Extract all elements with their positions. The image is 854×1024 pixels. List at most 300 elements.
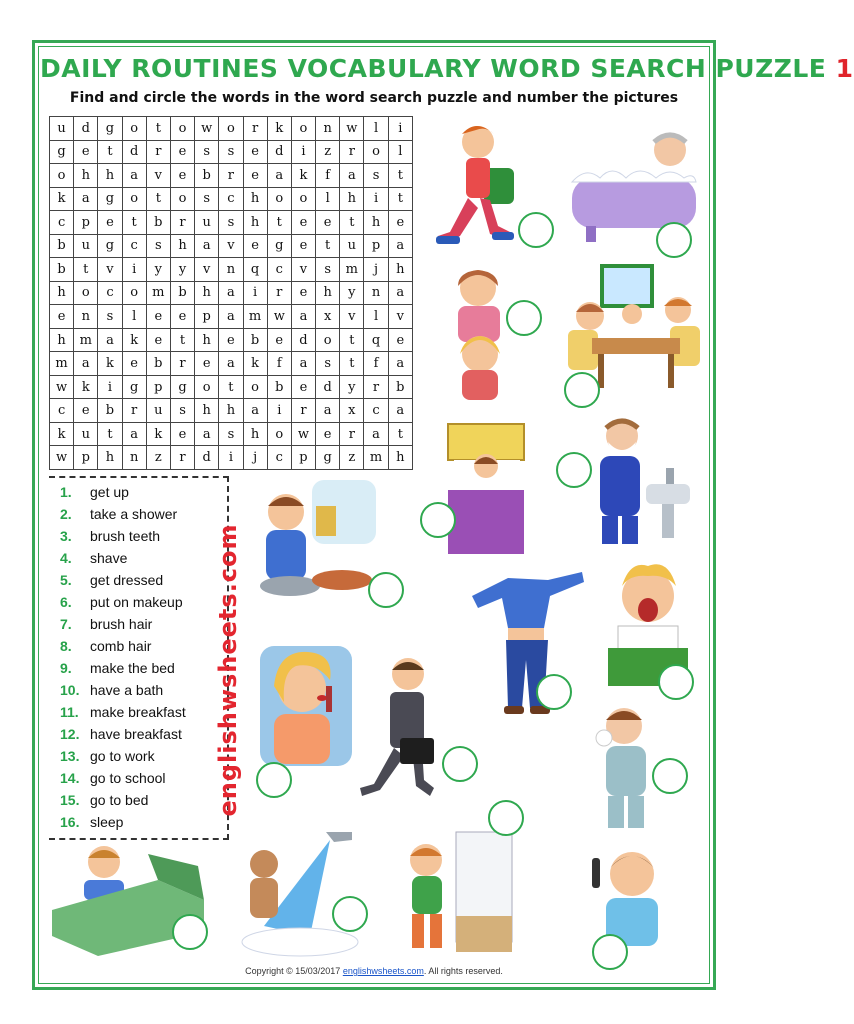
answer-circle[interactable]	[172, 914, 208, 950]
grid-letter[interactable]: a	[316, 399, 340, 423]
man-brushing-hair-picture	[572, 840, 692, 950]
grid-letter[interactable]: h	[219, 399, 243, 423]
vocabulary-word: get up	[90, 484, 129, 500]
grid-letter[interactable]: s	[195, 187, 219, 211]
grid-letter[interactable]: s	[170, 399, 194, 423]
grid-letter[interactable]: o	[122, 187, 146, 211]
grid-letter[interactable]: w	[267, 305, 291, 329]
grid-letter[interactable]: e	[146, 305, 170, 329]
grid-letter[interactable]: u	[195, 211, 219, 235]
grid-letter[interactable]: s	[316, 352, 340, 376]
grid-letter[interactable]: e	[243, 234, 267, 258]
vocabulary-number: 3.	[60, 528, 72, 544]
grid-letter[interactable]: s	[195, 140, 219, 164]
grid-letter[interactable]: m	[243, 305, 267, 329]
grid-letter[interactable]: o	[122, 281, 146, 305]
grid-letter[interactable]: c	[98, 281, 122, 305]
grid-letter[interactable]: h	[195, 328, 219, 352]
grid-letter[interactable]: a	[388, 234, 412, 258]
grid-letter[interactable]: u	[50, 117, 74, 141]
grid-letter[interactable]: o	[170, 187, 194, 211]
grid-letter[interactable]: a	[243, 399, 267, 423]
grid-letter[interactable]: x	[340, 399, 364, 423]
grid-letter[interactable]: b	[98, 399, 122, 423]
vocabulary-word: sleep	[90, 814, 124, 830]
grid-letter[interactable]: r	[340, 422, 364, 446]
grid-letter[interactable]: i	[243, 281, 267, 305]
grid-row	[50, 328, 413, 352]
grid-letter[interactable]: a	[74, 352, 98, 376]
grid-letter[interactable]: o	[364, 140, 388, 164]
grid-letter[interactable]: b	[243, 328, 267, 352]
grid-letter[interactable]: e	[74, 399, 98, 423]
grid-letter[interactable]: c	[267, 258, 291, 282]
grid-letter[interactable]: h	[195, 399, 219, 423]
answer-circle[interactable]	[656, 222, 692, 258]
grid-letter[interactable]: t	[170, 328, 194, 352]
grid-letter[interactable]: q	[364, 328, 388, 352]
grid-letter[interactable]: s	[219, 211, 243, 235]
grid-letter[interactable]: n	[74, 305, 98, 329]
grid-letter[interactable]: k	[50, 422, 74, 446]
grid-letter[interactable]: i	[267, 399, 291, 423]
grid-letter[interactable]: w	[340, 117, 364, 141]
grid-row	[50, 211, 413, 235]
grid-letter[interactable]: h	[50, 328, 74, 352]
vocabulary-word: comb hair	[90, 638, 152, 654]
grid-letter[interactable]: e	[243, 140, 267, 164]
grid-letter[interactable]: h	[170, 234, 194, 258]
grid-letter[interactable]: f	[316, 164, 340, 188]
copyright-link[interactable]: englishwsheets.com	[342, 966, 424, 976]
grid-letter[interactable]: t	[388, 422, 412, 446]
grid-letter[interactable]: r	[219, 164, 243, 188]
answer-circle[interactable]	[420, 502, 456, 538]
grid-letter[interactable]: r	[243, 117, 267, 141]
grid-letter[interactable]: e	[388, 328, 412, 352]
grid-letter[interactable]: r	[267, 281, 291, 305]
vocabulary-word: go to work	[90, 748, 155, 764]
grid-letter[interactable]: e	[170, 164, 194, 188]
grid-letter[interactable]: h	[388, 258, 412, 282]
grid-letter[interactable]: k	[98, 352, 122, 376]
grid-letter[interactable]: a	[364, 422, 388, 446]
grid-letter[interactable]: l	[364, 305, 388, 329]
answer-circle[interactable]	[658, 664, 694, 700]
grid-letter[interactable]: l	[388, 140, 412, 164]
grid-letter[interactable]: r	[122, 399, 146, 423]
grid-letter[interactable]: e	[219, 328, 243, 352]
grid-row	[50, 258, 413, 282]
grid-letter[interactable]: u	[74, 234, 98, 258]
grid-letter[interactable]: e	[291, 375, 315, 399]
grid-letter[interactable]: y	[146, 258, 170, 282]
grid-letter[interactable]: v	[340, 305, 364, 329]
grid-letter[interactable]: t	[146, 187, 170, 211]
child-sleeping-in-bed-picture	[444, 420, 528, 556]
grid-letter[interactable]: e	[291, 234, 315, 258]
grid-letter[interactable]: c	[50, 211, 74, 235]
grid-letter[interactable]: h	[316, 281, 340, 305]
grid-letter[interactable]: h	[74, 164, 98, 188]
answer-circle[interactable]	[652, 758, 688, 794]
answer-circle[interactable]	[592, 934, 628, 970]
grid-letter[interactable]: d	[267, 140, 291, 164]
grid-letter[interactable]: n	[219, 258, 243, 282]
answer-circle[interactable]	[442, 746, 478, 782]
vocabulary-number: 8.	[60, 638, 72, 654]
grid-letter[interactable]: t	[74, 258, 98, 282]
grid-letter[interactable]: i	[388, 117, 412, 141]
grid-letter[interactable]: b	[170, 281, 194, 305]
grid-letter[interactable]: d	[291, 328, 315, 352]
grid-letter[interactable]: o	[122, 117, 146, 141]
grid-letter[interactable]: m	[50, 352, 74, 376]
vocabulary-word: have a bath	[90, 682, 164, 698]
grid-letter[interactable]: a	[388, 399, 412, 423]
vocabulary-item	[60, 814, 123, 830]
grid-letter[interactable]: h	[50, 281, 74, 305]
vocabulary-item	[60, 528, 160, 544]
vocabulary-number: 5.	[60, 572, 72, 588]
grid-letter[interactable]: i	[291, 140, 315, 164]
grid-letter[interactable]: g	[50, 140, 74, 164]
grid-letter[interactable]: a	[122, 422, 146, 446]
grid-letter[interactable]: c	[267, 446, 291, 470]
grid-letter[interactable]: o	[195, 375, 219, 399]
grid-letter[interactable]: f	[267, 352, 291, 376]
grid-letter[interactable]: t	[388, 187, 412, 211]
answer-circle[interactable]	[332, 896, 368, 932]
grid-letter[interactable]: z	[146, 446, 170, 470]
grid-letter[interactable]: h	[364, 211, 388, 235]
grid-row	[50, 352, 413, 376]
grid-letter[interactable]: a	[122, 164, 146, 188]
copyright-notice: Copyright © 15/03/2017 englishwsheets.com. All rights reserved.	[245, 966, 503, 976]
vocabulary-item	[60, 594, 183, 610]
grid-letter[interactable]: r	[291, 399, 315, 423]
vocabulary-item	[60, 572, 163, 588]
answer-circle[interactable]	[556, 452, 592, 488]
grid-letter[interactable]: f	[364, 352, 388, 376]
grid-letter[interactable]: a	[291, 305, 315, 329]
grid-letter[interactable]: o	[219, 117, 243, 141]
grid-letter[interactable]: s	[146, 234, 170, 258]
grid-letter[interactable]: d	[195, 446, 219, 470]
grid-letter[interactable]: m	[340, 258, 364, 282]
grid-letter[interactable]: u	[340, 234, 364, 258]
grid-letter[interactable]: h	[243, 422, 267, 446]
vocabulary-item	[60, 616, 152, 632]
grid-letter[interactable]: m	[146, 281, 170, 305]
grid-letter[interactable]: p	[74, 446, 98, 470]
grid-letter[interactable]: c	[364, 399, 388, 423]
grid-letter[interactable]: m	[364, 446, 388, 470]
grid-letter[interactable]: s	[364, 164, 388, 188]
grid-letter[interactable]: e	[170, 305, 194, 329]
grid-letter[interactable]: e	[243, 164, 267, 188]
grid-letter[interactable]: d	[74, 117, 98, 141]
grid-letter[interactable]: p	[74, 211, 98, 235]
vocabulary-word: brush teeth	[90, 528, 161, 544]
grid-letter[interactable]: w	[50, 375, 74, 399]
grid-letter[interactable]: k	[243, 352, 267, 376]
grid-letter[interactable]: n	[316, 117, 340, 141]
grid-letter[interactable]: g	[98, 187, 122, 211]
grid-letter[interactable]: r	[340, 140, 364, 164]
vocabulary-item	[60, 550, 127, 566]
grid-letter[interactable]: i	[219, 446, 243, 470]
grid-letter[interactable]: t	[316, 234, 340, 258]
grid-letter[interactable]: o	[50, 164, 74, 188]
grid-letter[interactable]: n	[122, 446, 146, 470]
grid-letter[interactable]: t	[340, 328, 364, 352]
grid-letter[interactable]: b	[388, 375, 412, 399]
grid-letter[interactable]: i	[98, 375, 122, 399]
grid-letter[interactable]: c	[50, 399, 74, 423]
grid-letter[interactable]: i	[364, 187, 388, 211]
grid-letter[interactable]: e	[316, 211, 340, 235]
vocabulary-word: make the bed	[90, 660, 175, 676]
grid-letter[interactable]: h	[243, 211, 267, 235]
answer-circle[interactable]	[536, 674, 572, 710]
grid-letter[interactable]: a	[291, 352, 315, 376]
grid-letter[interactable]: a	[340, 164, 364, 188]
vocabulary-item	[60, 484, 129, 500]
vocabulary-item	[60, 506, 177, 522]
grid-letter[interactable]: a	[267, 164, 291, 188]
grid-letter[interactable]: h	[243, 187, 267, 211]
grid-letter[interactable]: j	[364, 258, 388, 282]
grid-letter[interactable]: h	[340, 187, 364, 211]
page-title: DAILY ROUTINES VOCABULARY WORD SEARCH PUZZLE 1	[40, 54, 854, 83]
grid-letter[interactable]: t	[98, 422, 122, 446]
grid-letter[interactable]: e	[146, 328, 170, 352]
grid-letter[interactable]: h	[388, 446, 412, 470]
grid-letter[interactable]: r	[170, 211, 194, 235]
vocabulary-number: 12.	[60, 726, 80, 742]
grid-letter[interactable]: t	[122, 211, 146, 235]
grid-letter[interactable]: v	[291, 258, 315, 282]
grid-letter[interactable]: t	[388, 164, 412, 188]
old-man-shaving-picture	[576, 412, 696, 550]
grid-letter[interactable]: p	[146, 375, 170, 399]
vocabulary-number: 15.	[60, 792, 80, 808]
grid-letter[interactable]: s	[219, 140, 243, 164]
grid-letter[interactable]: v	[146, 164, 170, 188]
grid-letter[interactable]: v	[98, 258, 122, 282]
answer-circle[interactable]	[488, 800, 524, 836]
vocabulary-number: 4.	[60, 550, 72, 566]
grid-letter[interactable]: l	[364, 117, 388, 141]
grid-letter[interactable]: g	[316, 446, 340, 470]
woman-putting-on-makeup-picture	[256, 636, 356, 770]
grid-row	[50, 446, 413, 470]
vocabulary-number: 10.	[60, 682, 80, 698]
grid-letter[interactable]: r	[170, 446, 194, 470]
grid-letter[interactable]: p	[195, 305, 219, 329]
answer-circle[interactable]	[256, 762, 292, 798]
grid-letter[interactable]: t	[340, 211, 364, 235]
vocabulary-word: have breakfast	[90, 726, 182, 742]
vocabulary-word: go to school	[90, 770, 166, 786]
grid-letter[interactable]: t	[146, 117, 170, 141]
grid-letter[interactable]: g	[122, 375, 146, 399]
grid-letter[interactable]: g	[267, 234, 291, 258]
grid-letter[interactable]: m	[74, 328, 98, 352]
grid-letter[interactable]: y	[340, 375, 364, 399]
grid-letter[interactable]: g	[98, 234, 122, 258]
grid-letter[interactable]: e	[267, 328, 291, 352]
grid-letter[interactable]: b	[50, 258, 74, 282]
grid-letter[interactable]: s	[219, 422, 243, 446]
vocabulary-number: 6.	[60, 594, 72, 610]
grid-letter[interactable]: a	[219, 352, 243, 376]
grid-row	[50, 305, 413, 329]
grid-letter[interactable]: u	[146, 399, 170, 423]
grid-letter[interactable]: t	[98, 140, 122, 164]
vocabulary-number: 7.	[60, 616, 72, 632]
grid-letter[interactable]: k	[267, 117, 291, 141]
answer-circle[interactable]	[506, 300, 542, 336]
answer-circle[interactable]	[564, 372, 600, 408]
grid-letter[interactable]: b	[146, 211, 170, 235]
vocabulary-word: put on makeup	[90, 594, 183, 610]
grid-letter[interactable]: x	[316, 305, 340, 329]
grid-letter[interactable]: t	[219, 375, 243, 399]
grid-letter[interactable]: k	[122, 328, 146, 352]
grid-letter[interactable]: a	[219, 305, 243, 329]
grid-letter[interactable]: e	[74, 140, 98, 164]
grid-letter[interactable]: k	[50, 187, 74, 211]
grid-letter[interactable]: w	[291, 422, 315, 446]
vocabulary-item	[60, 682, 163, 698]
grid-letter[interactable]: e	[98, 211, 122, 235]
vocabulary-item	[60, 704, 186, 720]
grid-letter[interactable]: o	[74, 281, 98, 305]
grid-letter[interactable]: e	[195, 352, 219, 376]
grid-letter[interactable]: l	[122, 305, 146, 329]
worksheet-number: 1	[835, 54, 854, 83]
grid-letter[interactable]: t	[340, 352, 364, 376]
grid-letter[interactable]: e	[291, 211, 315, 235]
vocabulary-item	[60, 726, 182, 742]
vocabulary-number: 11.	[60, 704, 79, 720]
grid-letter[interactable]: o	[170, 117, 194, 141]
grid-letter[interactable]: a	[219, 281, 243, 305]
grid-letter[interactable]: b	[267, 375, 291, 399]
grid-letter[interactable]: e	[388, 211, 412, 235]
grid-letter[interactable]: a	[195, 422, 219, 446]
grid-letter[interactable]: p	[291, 446, 315, 470]
grid-letter[interactable]: o	[291, 187, 315, 211]
grid-letter[interactable]: a	[98, 328, 122, 352]
answer-circle[interactable]	[518, 212, 554, 248]
vocabulary-number: 1.	[60, 484, 72, 500]
grid-row	[50, 140, 413, 164]
grid-letter[interactable]: h	[98, 446, 122, 470]
grid-letter[interactable]: v	[195, 258, 219, 282]
grid-letter[interactable]: z	[316, 140, 340, 164]
grid-letter[interactable]: s	[98, 305, 122, 329]
vocabulary-number: 13.	[60, 748, 80, 764]
businessman-going-to-work-picture	[354, 654, 444, 804]
vocabulary-word: go to bed	[90, 792, 149, 808]
grid-letter[interactable]: e	[50, 305, 74, 329]
grid-letter[interactable]: p	[364, 234, 388, 258]
vocabulary-number: 2.	[60, 506, 72, 522]
vocabulary-number: 9.	[60, 660, 72, 676]
grid-letter[interactable]: y	[170, 258, 194, 282]
grid-letter[interactable]: e	[291, 281, 315, 305]
vocabulary-item	[60, 638, 151, 654]
grid-letter[interactable]: t	[267, 211, 291, 235]
grid-letter[interactable]: i	[122, 258, 146, 282]
grid-letter[interactable]: k	[146, 422, 170, 446]
grid-letter[interactable]: y	[340, 281, 364, 305]
grid-letter[interactable]: k	[74, 375, 98, 399]
grid-letter[interactable]: e	[170, 422, 194, 446]
grid-letter[interactable]: e	[316, 422, 340, 446]
vocabulary-item	[60, 770, 166, 786]
grid-letter[interactable]: o	[267, 187, 291, 211]
grid-letter[interactable]: k	[291, 164, 315, 188]
grid-letter[interactable]: o	[267, 422, 291, 446]
grid-letter[interactable]: b	[146, 352, 170, 376]
grid-letter[interactable]: e	[170, 140, 194, 164]
grid-letter[interactable]: b	[195, 164, 219, 188]
vocabulary-word: take a shower	[90, 506, 178, 522]
grid-letter[interactable]: o	[243, 375, 267, 399]
grid-letter[interactable]: c	[122, 234, 146, 258]
grid-letter[interactable]: h	[98, 164, 122, 188]
grid-letter[interactable]: n	[364, 281, 388, 305]
grid-letter[interactable]: s	[316, 258, 340, 282]
grid-letter[interactable]: l	[316, 187, 340, 211]
grid-letter[interactable]: q	[243, 258, 267, 282]
grid-letter[interactable]: d	[122, 140, 146, 164]
grid-letter[interactable]: a	[388, 352, 412, 376]
grid-row	[50, 422, 413, 446]
grid-letter[interactable]: e	[122, 352, 146, 376]
grid-letter[interactable]: z	[340, 446, 364, 470]
grid-letter[interactable]: v	[219, 234, 243, 258]
grid-letter[interactable]: r	[146, 140, 170, 164]
grid-letter[interactable]: j	[243, 446, 267, 470]
answer-circle[interactable]	[368, 572, 404, 608]
grid-letter[interactable]: v	[388, 305, 412, 329]
grid-row	[50, 164, 413, 188]
grid-letter[interactable]: o	[316, 328, 340, 352]
grid-letter[interactable]: g	[170, 375, 194, 399]
grid-letter[interactable]: w	[50, 446, 74, 470]
grid-letter[interactable]: r	[170, 352, 194, 376]
grid-letter[interactable]: h	[195, 281, 219, 305]
grid-letter[interactable]: c	[219, 187, 243, 211]
grid-letter[interactable]: u	[74, 422, 98, 446]
grid-letter[interactable]: w	[195, 117, 219, 141]
grid-letter[interactable]: r	[364, 375, 388, 399]
grid-letter[interactable]: a	[195, 234, 219, 258]
grid-letter[interactable]: o	[291, 117, 315, 141]
grid-letter[interactable]: a	[388, 281, 412, 305]
vocabulary-number: 16.	[60, 814, 80, 830]
vocabulary-item	[60, 660, 175, 676]
grid-letter[interactable]: a	[74, 187, 98, 211]
grid-letter[interactable]: g	[98, 117, 122, 141]
grid-letter[interactable]: b	[50, 234, 74, 258]
grid-letter[interactable]: d	[316, 375, 340, 399]
